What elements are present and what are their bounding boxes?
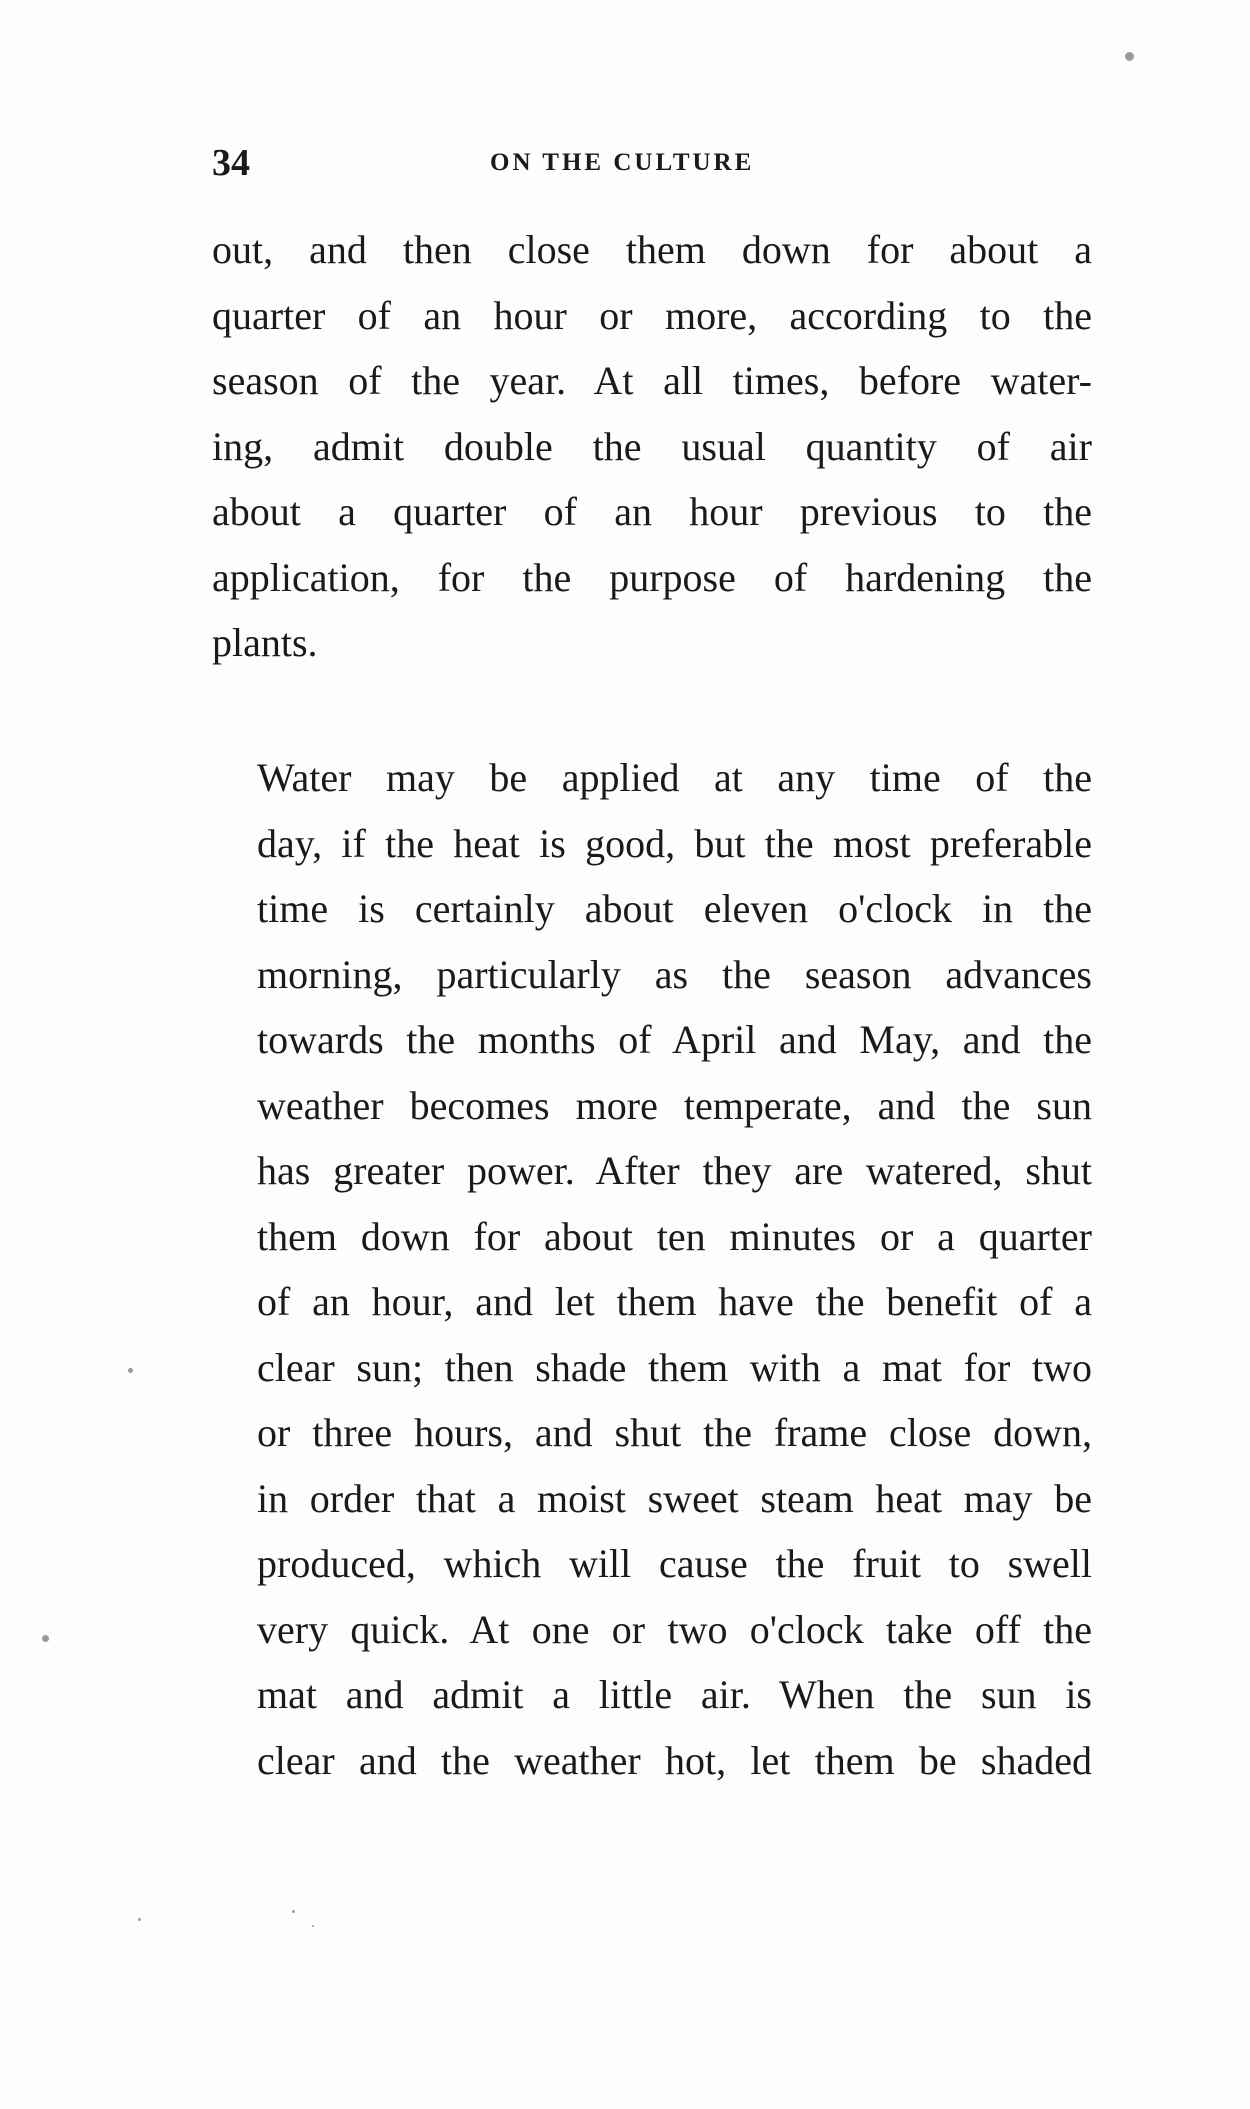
page-number: 34 bbox=[212, 142, 250, 184]
text-line: clear and the weather hot, let them be shaded bbox=[257, 1737, 1092, 1783]
paper-speck bbox=[312, 1925, 314, 1927]
paragraph-2 bbox=[212, 745, 1092, 1793]
paragraph-1 bbox=[212, 217, 1092, 676]
text-line: weather becomes more temperate, and the sun bbox=[257, 1082, 1092, 1128]
text-line: in order that a moist sweet steam heat may be bbox=[257, 1475, 1092, 1521]
text-line: time is certainly about eleven o'clock in the bbox=[257, 886, 1092, 931]
paper-speck bbox=[292, 1910, 295, 1913]
text-line: has greater power. After they are watered, shut bbox=[257, 1148, 1092, 1193]
text-line: ing, admit double the usual quantity of air bbox=[212, 423, 1092, 469]
paper-speck bbox=[128, 1368, 133, 1373]
text-line: quarter of an hour or more, according to the bbox=[212, 292, 1092, 338]
text-line: out, and then close them down for about a bbox=[212, 227, 1092, 272]
paper-speck bbox=[42, 1635, 49, 1642]
text-line: of an hour, and let them have the benefit of a bbox=[257, 1279, 1092, 1324]
text-line: season of the year. At all times, before water- bbox=[212, 358, 1092, 403]
paper-speck bbox=[138, 1918, 141, 1921]
text-line: towards the months of April and May, and the bbox=[257, 1017, 1092, 1062]
paper-speck bbox=[1125, 52, 1134, 61]
text-line: clear sun; then shade them with a mat for two bbox=[257, 1344, 1092, 1390]
text-line: application, for the purpose of hardening the bbox=[212, 554, 1092, 600]
text-line: very quick. At one or two o'clock take off the bbox=[257, 1606, 1092, 1652]
text-line: or three hours, and shut the frame close down, bbox=[257, 1410, 1092, 1455]
text-line: mat and admit a little air. When the sun is bbox=[257, 1672, 1092, 1717]
text-line: them down for about ten minutes or a quarter bbox=[257, 1213, 1092, 1259]
text-line: produced, which will cause the fruit to swell bbox=[257, 1541, 1092, 1586]
running-head bbox=[212, 138, 1092, 188]
text-line: plants. bbox=[212, 620, 318, 665]
running-title: ON THE CULTURE bbox=[490, 149, 755, 176]
text-line: Water may be applied at any time of the bbox=[257, 755, 1092, 800]
text-line: morning, particularly as the season advances bbox=[257, 951, 1092, 997]
text-line: about a quarter of an hour previous to the bbox=[212, 489, 1092, 534]
text-line: day, if the heat is good, but the most preferable bbox=[257, 820, 1092, 866]
